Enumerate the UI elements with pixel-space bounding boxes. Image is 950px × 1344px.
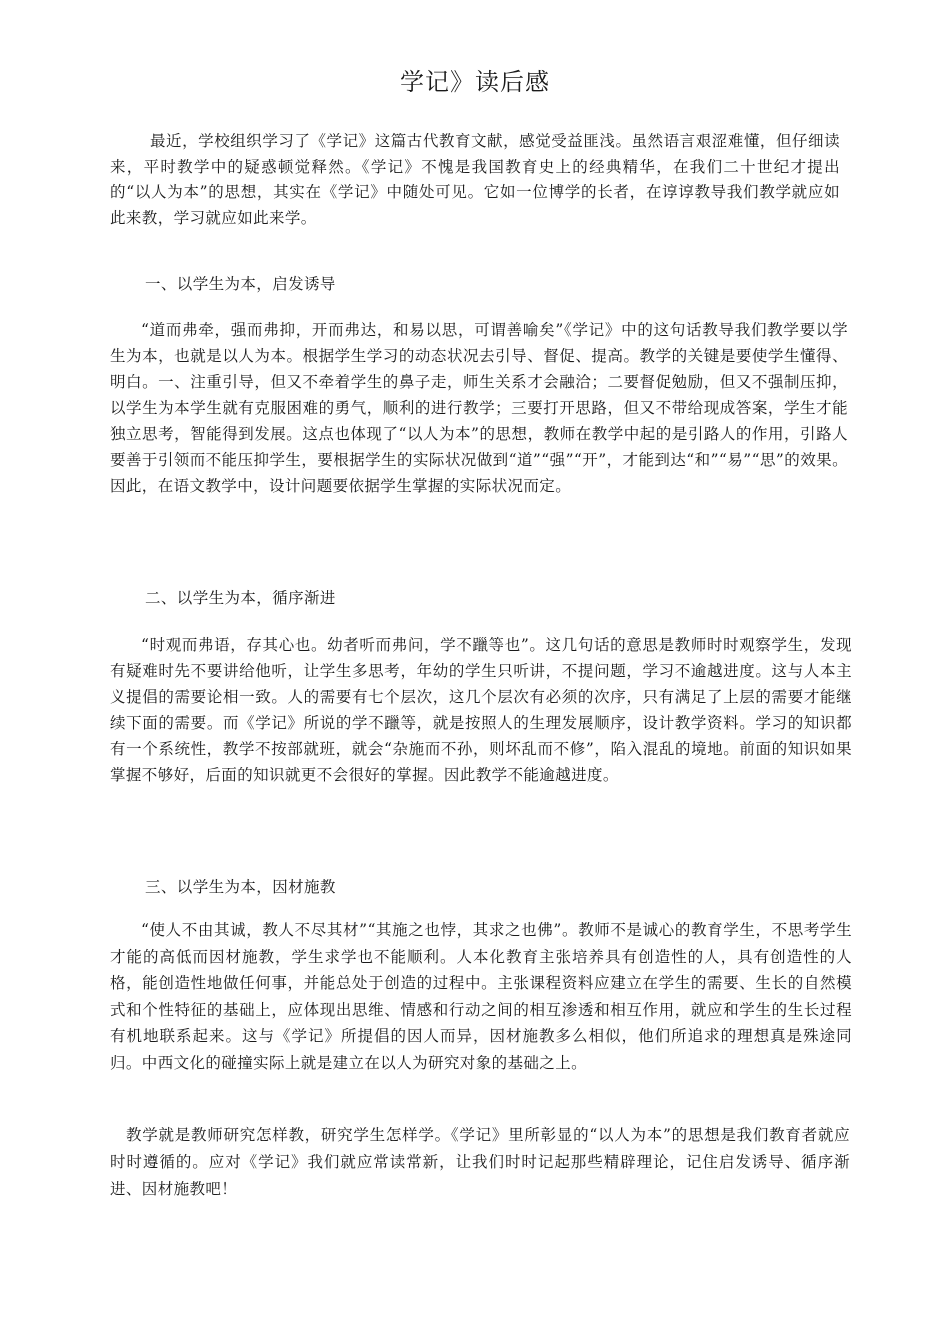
section-2-paragraph: “时观而弗语，存其心也。幼者听而弗问，学不躐等也”。这几句话的意思是教师时时观察学生，发现有疑难时先不要讲给他听，让学生多思考，年幼的学生只听讲，不提问题，学习不逾越进度。这与人本主义提倡的需要论相一致。人的需要有七个层次，这几个层次有必须的次序，只有满足了上层的需要才能继续下面的需要。而《学记》所说的学不躐等，就是按照人的生理发展顺序，设计教学资料。学习的知识都有一个系统性，教学不按部就班，就会“杂施而不孙，则坏乱而不修”，陷入混乱的境地。前面的知识如果掌握不够好，后面的知识就更不会很好的掌握。因此教学不能逾越进度。 <box>110 636 852 784</box>
section-1-paragraph: “道而弗牵，强而弗抑，开而弗达，和易以思，可谓善喻矣”《学记》中的这句话教导我们教学要以学生为本，也就是以人为本。根据学生学习的动态状况去引导、督促、提高。教学的关键是要使学生懂得、明白。一、注重引导，但又不牵着学生的鼻子走，师生关系才会融洽；二要督促勉励，但又不强制压抑，以学生为本学生就有克服困难的勇气，顺利的进行教学；三要打开思路，但又不带给现成答案，学生才能独立思考，智能得到发展。这点也体现了“以人为本”的思想，教师在教学中起的是引路人的作用，引路人要善于引领而不能压抑学生，要根据学生的实际状况做到“道”“强”“开”，才能到达“和”“易”“思”的效果。因此，在语文教学中，设计问题要依据学生掌握的实际状况而定。 <box>110 321 848 495</box>
section-1-heading: 一、以学生为本，启发诱导 <box>145 275 336 293</box>
intro-paragraph: 最近，学校组织学习了《学记》这篇古代教育文献，感觉受益匪浅。虽然语言艰涩难懂，但仔细读来，平时教学中的疑惑顿觉释然。《学记》不愧是我国教育史上的经典精华，在我们二十世纪才提出的“以人为本”的思想，其实在《学记》中随处可见。它如一位博学的长者，在谆谆教导我们教学就应如此来教，学习就应如此来学。 <box>110 132 840 227</box>
section-3-paragraph: “使人不由其诚，教人不尽其材”“其施之也悖，其求之也佛”。教师不是诚心的教育学生，不思考学生才能的高低而因材施教，学生求学也不能顺利。人本化教育主张培养具有创造性的人，具有创造性的人格，能创造性地做任何事，并能总处于创造的过程中。主张课程资料应建立在学生的需要、生长的自然模式和个性特征的基础上，应体现出思维、情感和行动之间的相互渗透和相互作用，就应和学生的生长过程有机地联系起来。这与《学记》所提倡的因人而异，因材施教多么相似，他们所追求的理想真是殊途同归。中西文化的碰撞实际上就是建立在以人为研究对象的基础之上。 <box>110 921 852 1072</box>
section-3-heading: 三、以学生为本，因材施教 <box>145 878 336 896</box>
document-title: 学记》读后感 <box>400 68 550 96</box>
section-2-heading: 二、以学生为本，循序渐进 <box>145 589 336 607</box>
conclusion-paragraph: 教学就是教师研究怎样教，研究学生怎样学。《学记》里所彰显的“以人为本”的思想是我们教育者就应时时遵循的。应对《学记》我们就应常读常新，让我们时时记起那些精辟理论，记住启发诱导、循序渐进、因材施教吧！ <box>110 1126 850 1198</box>
